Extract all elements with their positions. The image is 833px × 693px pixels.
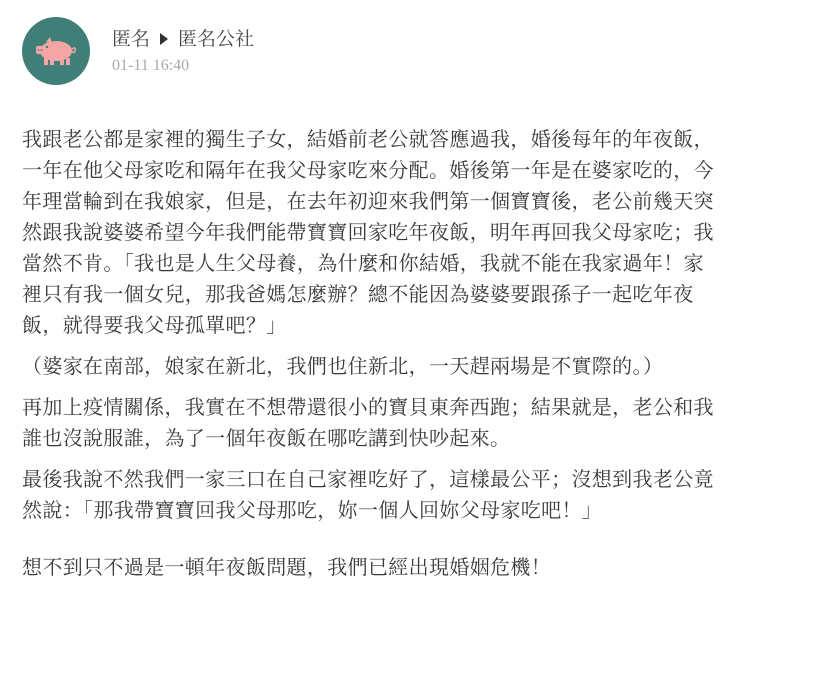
post-timestamp: 01-11 16:40 [112,57,190,74]
avatar[interactable] [22,17,90,85]
post-paragraph: 最後我說不然我們一家三口在自己家裡吃好了，這樣最公平；沒想到我老公竟 然說：「那我帶寶寶回我父母那吃，妳一個人回妳父母家吃吧！」 [22,467,714,522]
post-paragraph: （婆家在南部，娘家在新北，我們也住新北，一天趕兩場是不實際的。） [22,354,664,378]
board-name[interactable]: 匿名公社 [178,28,255,50]
post-paragraph: 再加上疫情關係，我實在不想帶還很小的寶貝東奔西跑；結果就是，老公和我 誰也沒說服誰，為了一個年夜飯在哪吃講到快吵起來。 [22,395,714,450]
pig-icon [34,34,78,68]
author-row [112,26,254,52]
post-content [22,124,822,593]
post-header [22,16,254,86]
post-paragraph: 想不到只不過是一頓年夜飯問題，我們已經出現婚姻危機！ [22,555,552,579]
author-name[interactable]: 匿名 [112,28,151,50]
post-paragraph: 我跟老公都是家裡的獨生子女，結婚前老公就答應過我，婚後每年的年夜飯， 一年在他父母家吃和隔年在我父母家吃來分配。婚後第一年是在婆家吃的，今 年理當輪到在我娘家，但是，在去年初迎來我們第一個寶寶後，老公前幾天突 然跟我說婆婆希望今年我們能帶寶寶回家吃年夜飯，明年再回我父母家吃；我 當然不肯。「我也是人生父母養，為什麼和你結婚，我就不能在我家過年！家 裡只有我一個女兒，那我爸媽怎麼辦？總不能因為婆婆要跟孫子一起吃年夜 飯，就得要我父母孤單吧？」 [22,127,714,337]
triangle-right-icon [160,33,168,45]
post-meta [112,26,254,76]
